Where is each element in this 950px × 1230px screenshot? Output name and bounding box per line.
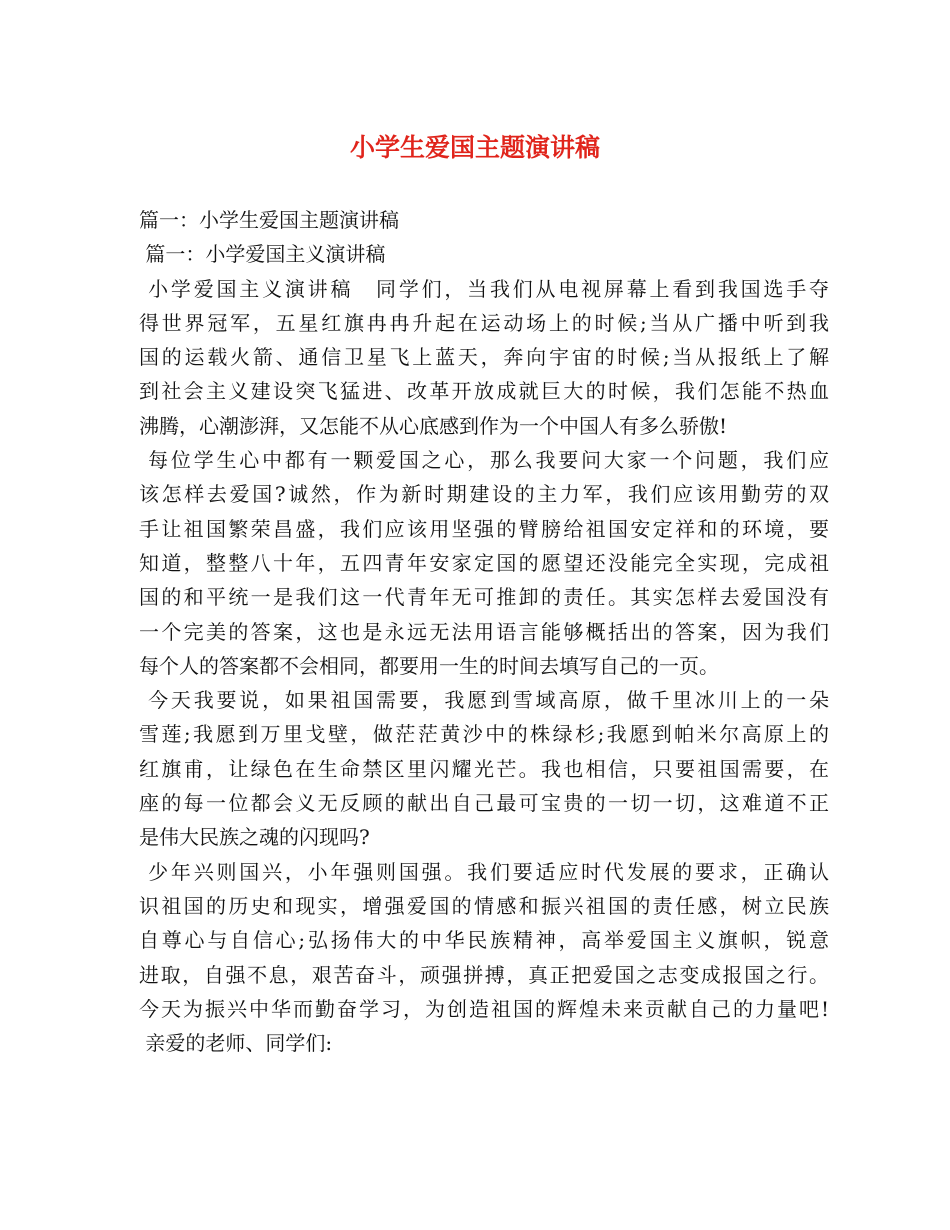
text-line: 篇一：小学爱国主义演讲稿	[139, 242, 386, 267]
text-line: 自尊心与自信心;弘扬伟大的中华民族精神，高举爱国主义旗帜，锐意	[139, 928, 829, 953]
document-title: 小学生爱国主题演讲稿	[349, 133, 600, 162]
text-line: 今天为振兴中华而勤奋学习，为创造祖国的辉煌未来贡献自己的力量吧!	[139, 996, 829, 1021]
text-line: 每位学生心中都有一颗爱国之心，那么我要问大家一个问题，我们应	[139, 448, 829, 473]
text-line: 篇一：小学生爱国主题演讲稿	[139, 208, 399, 232]
text-line: 亲爱的老师、同学们:	[139, 1031, 333, 1056]
text-line: 知道，整整八十年，五四青年安家定国的愿望还没能完全实现，完成祖	[139, 550, 829, 575]
text-line: 每个人的答案都不会相同，都要用一生的时间去填写自己的一页。	[139, 653, 719, 678]
document-body	[139, 203, 829, 1060]
text-line: 国的运载火箭、通信卫星飞上蓝天，奔向宇宙的时候;当从报纸上了解	[139, 345, 829, 370]
text-line: 一个完美的答案，这也是永远无法用语言能够概括出的答案，因为我们	[139, 619, 829, 644]
text-line: 是伟大民族之魂的闪现吗?	[139, 825, 370, 850]
text-line: 到社会主义建设突飞猛进、改革开放成就巨大的时候，我们怎能不热血	[139, 379, 829, 404]
text-line: 得世界冠军，五星红旗冉冉升起在运动场上的时候;当从广播中听到我	[139, 310, 829, 335]
text-line: 该怎样去爱国?诚然，作为新时期建设的主力军，我们应该用勤劳的双	[139, 482, 829, 507]
text-line: 红旗甫，让绿色在生命禁区里闪耀光芒。我也相信，只要祖国需要，在	[139, 756, 829, 781]
text-line: 少年兴则国兴，小年强则国强。我们要适应时代发展的要求，正确认	[139, 859, 829, 884]
text-line: 座的每一位都会义无反顾的献出自己最可宝贵的一切一切，这难道不正	[139, 791, 829, 816]
text-line: 今天我要说，如果祖国需要，我愿到雪域高原，做千里冰川上的一朵	[139, 688, 829, 713]
text-line: 进取，自强不息，艰苦奋斗，顽强拼搏，真正把爱国之志变成报国之行。	[139, 962, 829, 987]
text-line: 沸腾，心潮澎湃，又怎能不从心底感到作为一个中国人有多么骄傲!	[139, 413, 728, 438]
text-line: 雪莲;我愿到万里戈壁，做茫茫黄沙中的株绿杉;我愿到帕米尔高原上的	[139, 722, 829, 747]
text-line: 手让祖国繁荣昌盛，我们应该用坚强的臂膀给祖国安定祥和的环境，要	[139, 516, 829, 541]
text-line: 识祖国的历史和现实，增强爱国的情感和振兴祖国的责任感，树立民族	[139, 893, 829, 918]
text-line: 国的和平统一是我们这一代青年无可推卸的责任。其实怎样去爱国没有	[139, 585, 829, 610]
text-line: 小学爱国主义演讲稿 同学们，当我们从电视屏幕上看到我国选手夺	[139, 276, 829, 301]
